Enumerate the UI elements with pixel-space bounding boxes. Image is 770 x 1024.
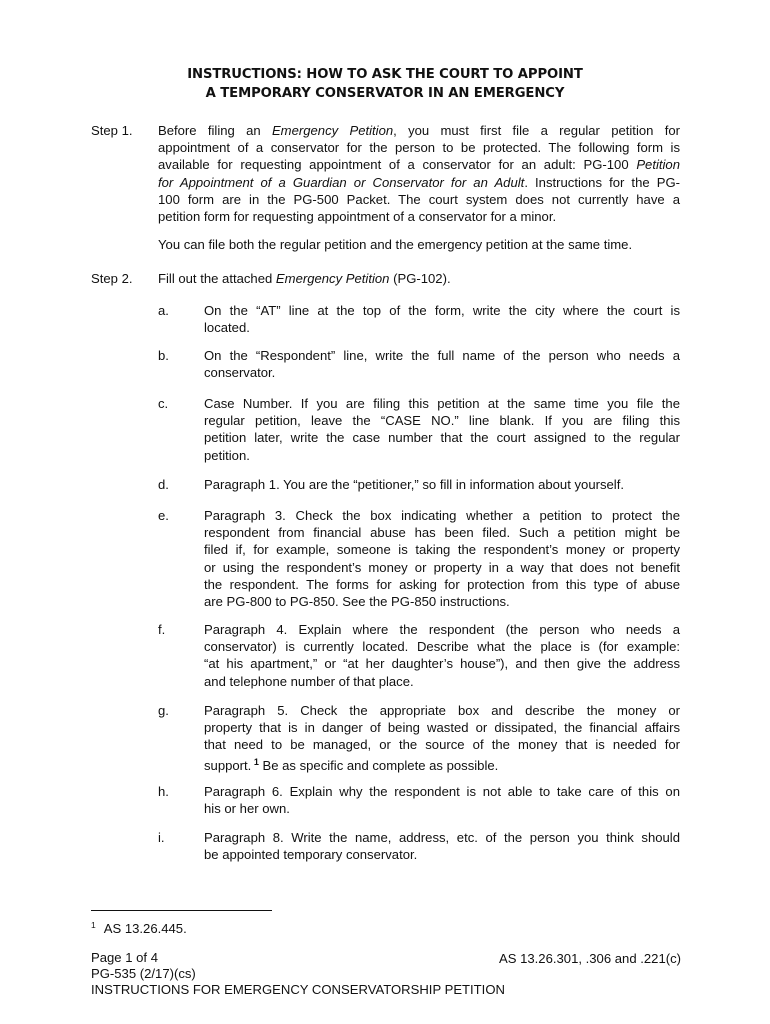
step-1-note: You can file both the regular petition and the emergency petition at the same time.	[158, 237, 633, 252]
step-1-line: available for requesting appointment of a conservator for an adult: PG-100 Petition	[158, 157, 680, 173]
footnote-divider	[91, 910, 272, 911]
item-letter: c.	[158, 396, 169, 411]
item-line: the respondent. The forms for asking for protection from this type of abuse	[204, 576, 680, 592]
step-1-line: Before filing an Emergency Petition, you must first file a regular petition for	[158, 123, 680, 138]
item-line: Paragraph 8. Write the name, address, etc. of the person you think should	[204, 830, 680, 845]
item-letter: i.	[158, 830, 165, 845]
page-title	[0, 65, 770, 103]
list-item	[204, 702, 680, 774]
item-line: property that is in danger of being wasted or dissipated, the financial affairs	[204, 720, 680, 736]
step-1-line: for Appointment of a Guardian or Conservator for an Adult. Instructions for the PG-	[158, 174, 680, 190]
item-line: Case Number. If you are filing this petition at the same time you file the	[204, 396, 680, 411]
step-1-label: Step 1.	[91, 123, 133, 138]
list-item	[204, 347, 680, 381]
step-1-line: petition form for requesting appointment of a conservator for a minor.	[158, 209, 557, 225]
item-line: support. $^1$ Be as specific and complete as possible.	[204, 756, 499, 773]
footer-left	[91, 950, 505, 998]
step-2-label: Step 2.	[91, 271, 133, 286]
item-line: Paragraph 4. Explain where the respondent (the person who needs a	[204, 622, 680, 637]
list-item	[204, 829, 680, 863]
item-line: petition later, write the case number that the court assigned to the regular	[204, 430, 680, 446]
item-line: located.	[204, 320, 250, 336]
item-line: be appointed temporary conservator.	[204, 847, 418, 863]
item-line: On the “Respondent” line, write the full name of the person who needs a	[204, 348, 680, 363]
item-letter: a.	[158, 303, 169, 318]
item-line: are PG-800 to PG-850. See the PG-850 instructions.	[204, 594, 510, 610]
item-letter: d.	[158, 477, 169, 492]
step-2-intro: Fill out the attached Emergency Petition (PG-102).	[158, 271, 451, 286]
title-line-2: A TEMPORARY CONSERVATOR IN AN EMERGENCY	[205, 86, 565, 101]
item-letter: h.	[158, 784, 169, 799]
item-line: conservator) is currently located. Describe what the place is (for example:	[204, 639, 680, 655]
item-line: On the “AT” line at the top of the form, write the city where the court is	[204, 303, 680, 318]
item-letter: e.	[158, 508, 169, 523]
footer-form-code: PG-535 (2/17)(cs)	[91, 966, 196, 981]
list-item	[204, 621, 680, 690]
item-letter: g.	[158, 703, 169, 718]
item-line: petition.	[204, 447, 250, 463]
step-1-line: appointment of a conservator for the person to be protected. The following form is	[158, 140, 680, 156]
footnote	[91, 917, 187, 937]
item-line: filed if, for example, someone is taking the respondent’s money or property	[204, 542, 680, 558]
item-line: his or her own.	[204, 801, 290, 817]
item-line: Paragraph 6. Explain why the respondent is not able to take care of this on	[204, 784, 680, 799]
item-letter: f.	[158, 622, 166, 637]
footer-page: Page 1 of 4	[91, 950, 158, 965]
item-line: that need to be managed, or the source of the money that is needed for	[204, 737, 680, 753]
footnote-number: 1	[91, 920, 96, 930]
title-line-1: INSTRUCTIONS: HOW TO ASK THE COURT TO APPOINT	[187, 67, 583, 82]
item-line: and telephone number of that place.	[204, 673, 414, 689]
list-item	[204, 302, 680, 336]
list-item	[204, 395, 680, 464]
item-line: Paragraph 5. Check the appropriate box and describe the money or	[204, 703, 680, 718]
item-line: respondent from financial abuse has been filed. Such a petition might be	[204, 525, 680, 541]
footnote-reference[interactable]: 1	[251, 756, 259, 767]
list-item	[204, 476, 680, 493]
item-line: Paragraph 3. Check the box indicating whether a petition to protect the	[204, 508, 680, 523]
step-1-line: 100 form are in the PG-500 Packet. The court system does not currently have a	[158, 191, 680, 207]
footnote-text: AS 13.26.445.	[103, 921, 187, 936]
item-line: Paragraph 1. You are the “petitioner,” so fill in information about yourself.	[204, 477, 624, 492]
step-1-text	[158, 122, 680, 225]
item-line: or using the respondent’s money or property in a way that does not benefit	[204, 559, 680, 575]
list-item	[204, 507, 680, 610]
list-item	[204, 783, 680, 817]
item-letter: b.	[158, 348, 169, 363]
footer-form-title: INSTRUCTIONS FOR EMERGENCY CONSERVATORSHIP PETITION	[91, 982, 505, 997]
item-line: “at his apartment,” or “at her daughter’s house”), and then give the address	[204, 656, 680, 672]
item-line: regular petition, leave the “CASE NO.” line blank. If you are filing this	[204, 413, 680, 429]
item-line: conservator.	[204, 365, 276, 381]
footer-statutes: AS 13.26.301, .306 and .221(c)	[499, 951, 681, 966]
